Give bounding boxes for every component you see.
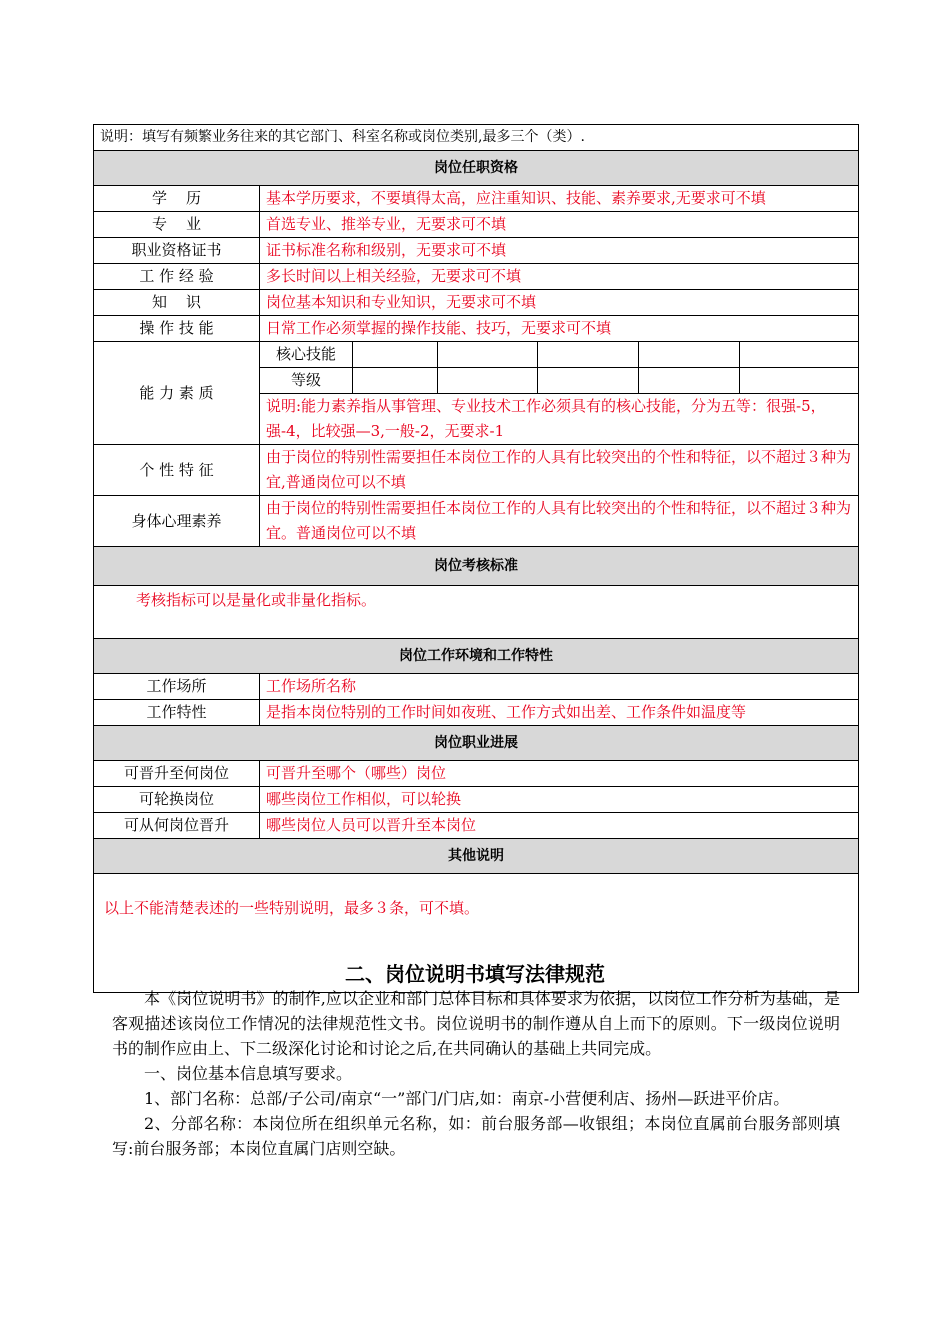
skills-value: 日常工作必须掌握的操作技能、技巧，无要求可不填 xyxy=(260,316,859,342)
level-cell xyxy=(538,368,639,394)
table-row xyxy=(94,787,859,813)
promote-value: 可晋升至哪个（哪些）岗位 xyxy=(260,761,859,787)
ability-label: 能 力 素 质 xyxy=(94,342,260,445)
knowledge-label: 知 识 xyxy=(94,290,260,316)
note-top: 说明：填写有频繁业务往来的其它部门、科室名称或岗位类别,最多三个（类）. xyxy=(94,125,859,151)
major-label: 专 业 xyxy=(94,212,260,238)
body-text xyxy=(112,986,840,1161)
section-header-qualifications: 岗位任职资格 xyxy=(94,151,859,186)
table-row xyxy=(94,674,859,700)
table-row xyxy=(94,238,859,264)
table-row xyxy=(94,212,859,238)
section-header-assessment: 岗位考核标准 xyxy=(94,547,859,586)
table-row xyxy=(94,445,859,496)
paragraph: 1、部门名称：总部/子公司/南京“一”部门/门店,如：南京-小营便利店、扬州—跃进平价店。 xyxy=(144,1089,790,1108)
table-row xyxy=(94,316,859,342)
table-row xyxy=(94,496,859,547)
note-row xyxy=(94,125,859,151)
section-header-career: 岗位职业进展 xyxy=(94,726,859,761)
paragraph: 2、分部名称：本岗位所在组织单元名称，如：前台服务部—收银组；本岗位直属前台服务部则填写:前台服务部；本岗位直属门店则空缺。 xyxy=(112,1114,840,1158)
education-label: 学 历 xyxy=(94,186,260,212)
level-cell xyxy=(438,368,538,394)
knowledge-value: 岗位基本知识和专业知识，无要求可不填 xyxy=(260,290,859,316)
table-row xyxy=(94,700,859,726)
experience-value: 多长时间以上相关经验，无要求可不填 xyxy=(260,264,859,290)
major-value: 首选专业、推举专业，无要求可不填 xyxy=(260,212,859,238)
job-description-table xyxy=(93,124,859,993)
core-skill-label: 核心技能 xyxy=(260,342,353,368)
level-cell xyxy=(639,368,740,394)
section-header-other: 其他说明 xyxy=(94,839,859,874)
section-title: 二、岗位说明书填写法律规范 xyxy=(345,962,605,986)
rotate-label: 可轮换岗位 xyxy=(94,787,260,813)
work-feature-value: 是指本岗位特别的工作时间如夜班、工作方式如出差、工作条件如温度等 xyxy=(260,700,859,726)
experience-label: 工 作 经 验 xyxy=(94,264,260,290)
work-place-label: 工作场所 xyxy=(94,674,260,700)
personality-value: 由于岗位的特别性需要担任本岗位工作的人具有比较突出的个性和特征，以不超过３种为宜,普通岗位可以不填 xyxy=(260,445,859,496)
section-header-environment: 岗位工作环境和工作特性 xyxy=(94,639,859,674)
level-cell xyxy=(353,368,438,394)
table-row xyxy=(94,290,859,316)
table-row xyxy=(94,264,859,290)
certificate-label: 职业资格证书 xyxy=(94,238,260,264)
work-feature-label: 工作特性 xyxy=(94,700,260,726)
table-row xyxy=(94,342,859,368)
core-skill-cell xyxy=(538,342,639,368)
promote-from-label: 可从何岗位晋升 xyxy=(94,813,260,839)
promote-label: 可晋升至何岗位 xyxy=(94,761,260,787)
table-row xyxy=(94,761,859,787)
paragraph: 一、岗位基本信息填写要求。 xyxy=(144,1064,353,1083)
level-label: 等级 xyxy=(260,368,353,394)
certificate-value: 证书标准名称和级别，无要求可不填 xyxy=(260,238,859,264)
table-row xyxy=(94,813,859,839)
core-skill-cell xyxy=(639,342,740,368)
other-value: 以上不能清楚表述的一些特别说明，最多３条，可不填。 xyxy=(94,874,859,993)
rotate-value: 哪些岗位工作相似，可以轮换 xyxy=(260,787,859,813)
core-skill-cell xyxy=(740,342,859,368)
education-value: 基本学历要求，不要填得太高，应注重知识、技能、素养要求,无要求可不填 xyxy=(260,186,859,212)
assessment-value: 考核指标可以是量化或非量化指标。 xyxy=(94,586,859,639)
promote-from-value: 哪些岗位人员可以晋升至本岗位 xyxy=(260,813,859,839)
personality-label: 个 性 特 征 xyxy=(94,445,260,496)
table-row xyxy=(94,586,859,639)
core-skill-cell xyxy=(353,342,438,368)
skills-label: 操 作 技 能 xyxy=(94,316,260,342)
core-skill-cell xyxy=(438,342,538,368)
paragraph: 本《岗位说明书》的制作,应以企业和部门总体目标和具体要求为依据，以岗位工作分析为基础，是客观描述该岗位工作情况的法律规范性文书。岗位说明书的制作遵从自上而下的原则。下一级岗位说明书的制作应由上、下二级深化讨论和讨论之后,在共同确认的基础上共同完成。 xyxy=(112,989,840,1058)
table-row xyxy=(94,186,859,212)
ability-note: 说明:能力素养指从事管理、专业技术工作必须具有的核心技能，分为五等：很强-5，强-4，比较强—3,一般-2，无要求-1 xyxy=(260,394,859,445)
level-cell xyxy=(740,368,859,394)
physical-label: 身体心理素养 xyxy=(94,496,260,547)
work-place-value: 工作场所名称 xyxy=(260,674,859,700)
physical-value: 由于岗位的特别性需要担任本岗位工作的人具有比较突出的个性和特征，以不超过３种为宜。普通岗位可以不填 xyxy=(260,496,859,547)
